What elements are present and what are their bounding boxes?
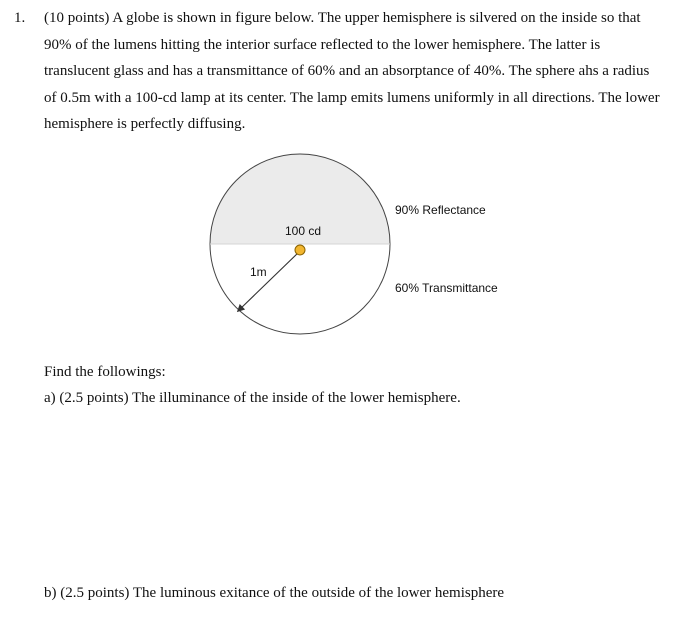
reflectance-label: 90% Reflectance [395, 203, 486, 217]
question-part-a: a) (2.5 points) The illuminance of the inside of the lower hemisphere. [44, 390, 461, 406]
radius-label: 1m [250, 265, 267, 279]
problem-line-4: of 0.5m with a 100-cd lamp at its center. The lamp emits lumens uniformly in all directions. The lower [44, 89, 660, 106]
problem-line-2: 90% of the lumens hitting the interior surface reflected to the lower hemisphere. The latter is [44, 36, 601, 53]
problem-number: 1. [14, 10, 26, 26]
globe-diagram [200, 148, 520, 360]
problem-statement [44, 8, 674, 141]
problem-line-5: hemisphere is perfectly diffusing. [44, 116, 246, 132]
questions-heading: Find the followings: [44, 364, 166, 380]
problem-line-1: (10 points) A globe is shown in figure below. The upper hemisphere is silvered on the inside so that [44, 10, 641, 26]
lamp-label: 100 cd [285, 224, 322, 238]
question-part-b: b) (2.5 points) The luminous exitance of the outside of the lower hemisphere [44, 585, 505, 601]
transmittance-label: 60% Transmittance [395, 281, 498, 295]
radius-arrow [238, 251, 300, 311]
problem-line-3: translucent glass and has a transmittance of 60% and an absorptance of 40%. The sphere ahs a radius [44, 63, 650, 79]
lamp-icon [295, 245, 305, 255]
globe-figure [200, 148, 520, 360]
